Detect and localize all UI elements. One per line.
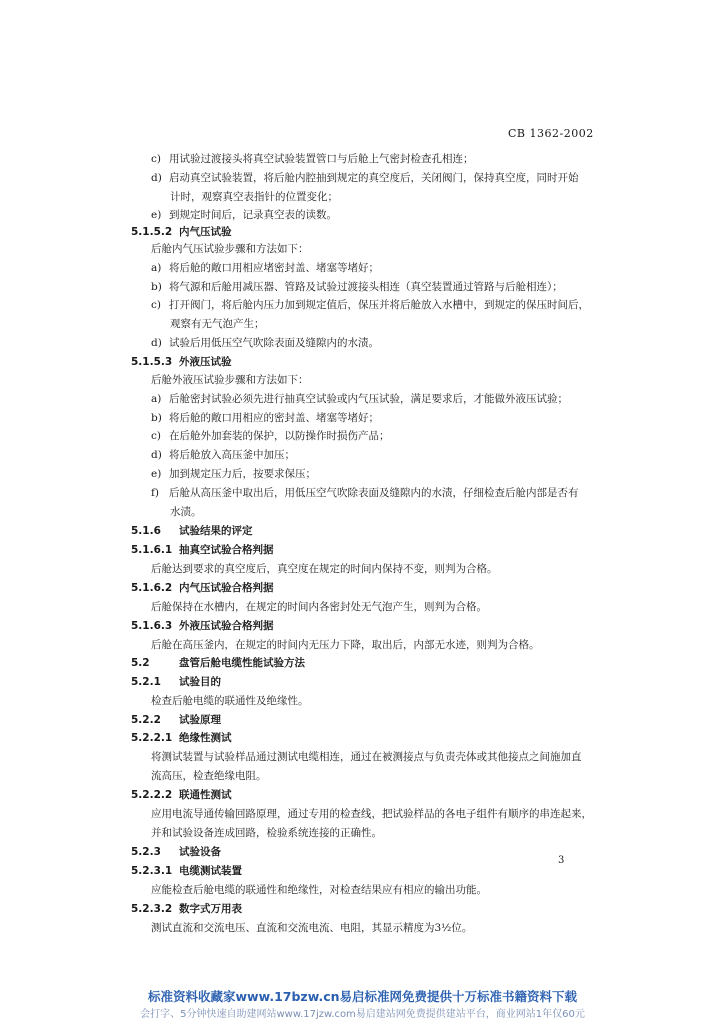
section-heading (131, 845, 221, 859)
line-text: 启动真空试验装置，将后舱内腔抽到规定的真空度后，关闭阀门，保持真空度，同时开始 (169, 172, 579, 184)
text-line (151, 883, 487, 897)
footer-watermark-line2: 会打字、5分钟快速自助建网站www.17jzw.com易启建站网免费提供建站平台，商业网站1年仅60元 (140, 1009, 585, 1020)
text-line (151, 373, 309, 387)
text-line (151, 467, 316, 481)
section-number: 5.2.1 (131, 676, 161, 688)
list-marker: a) (151, 262, 162, 274)
line-text: 将后舱放入高压釜中加压； (169, 449, 295, 461)
line-text: 将气源和后舱用减压器、管路及试验过渡接头相连（真空装置通过管路与后舱相连）； (169, 281, 563, 293)
line-text: 检查后舱电缆的联通性及绝缘性。 (151, 695, 309, 707)
line-text: 后舱内气压试验步骤和方法如下： (151, 243, 309, 255)
line-text: 用试验过渡接头将真空试验装置管口与后舱上气密封检查孔相连； (169, 153, 474, 165)
section-number: 5.2.3 (131, 846, 161, 858)
text-line (151, 171, 579, 185)
line-text: 流高压，检查绝缘电阻。 (151, 770, 267, 782)
section-heading (131, 543, 274, 557)
line-text: 抽真空试验合格判据 (179, 544, 274, 556)
section-heading (131, 355, 232, 369)
line-text: 打开阀门，将后舱内压力加到规定值后，保压并将后舱放入水槽中，到规定的保压时间后， (169, 299, 589, 311)
line-text: 后舱达到要求的真空度后，真空度在规定的时间内保持不变，则判为合格。 (151, 563, 498, 575)
line-text: 联通性测试 (179, 789, 232, 801)
text-line (151, 486, 579, 500)
line-text: 将后舱的敞口用相应堵密封盖、堵塞等堵好； (169, 262, 379, 274)
list-marker: f) (151, 487, 159, 499)
line-text: 计时，观察真空表指针的位置变化； (170, 191, 338, 203)
line-text: 内气压试验 (179, 226, 232, 238)
text-line (151, 921, 472, 935)
line-text: 后舱保持在水槽内，在规定的时间内各密封处无气泡产生，则判为合格。 (151, 601, 487, 613)
section-heading (131, 864, 242, 878)
line-text: 后舱密封试验必须先进行抽真空试验或内气压试验，满足要求后，才能做外液压试验； (169, 393, 568, 405)
list-marker: c) (151, 299, 161, 311)
section-number: 5.2 (131, 657, 150, 669)
text-line (151, 769, 267, 783)
standard-code: CB 1362-2002 (508, 127, 594, 140)
line-text: 试验设备 (179, 846, 221, 858)
list-marker: c) (151, 153, 161, 165)
section-heading (131, 225, 232, 239)
footer-watermark-line1: 标准资料收藏家www.17bzw.cn易启标准网免费提供十万标准书籍资料下载 (147, 989, 578, 1004)
section-number: 5.2.2.1 (131, 732, 173, 744)
line-text: 后舱从高压釜中取出后，用低压空气吹除表面及缝隙内的水渍，仔细检查后舱内部是否有 (169, 487, 579, 499)
section-number: 5.1.6.3 (131, 620, 173, 632)
section-number: 5.1.6.1 (131, 544, 173, 556)
text-line (151, 336, 379, 350)
line-text: 盘管后舱电缆性能试验方法 (179, 657, 305, 669)
page-number: 3 (558, 855, 565, 866)
text-line (151, 600, 487, 614)
line-text: 将后舱的敞口用相应的密封盖、堵塞等堵好； (169, 412, 379, 424)
section-number: 5.2.2.2 (131, 789, 173, 801)
text-line (151, 280, 563, 294)
line-text: 观察有无气泡产生； (170, 318, 265, 330)
text-line (151, 208, 337, 222)
section-heading (131, 731, 232, 745)
line-text: 测试直流和交流电压、直流和交流电流、电阻，其显示精度为3½位。 (151, 922, 473, 934)
line-text: 试验原理 (179, 714, 221, 726)
section-number: 5.1.6 (131, 525, 161, 537)
line-text: 绝缘性测试 (179, 732, 232, 744)
list-marker: b) (151, 412, 162, 424)
list-marker: c) (151, 430, 161, 442)
text-line (151, 562, 498, 576)
line-text: 在后舱外加套装的保护，以防操作时损伤产品； (169, 430, 390, 442)
line-text: 水渍。 (170, 506, 202, 518)
list-marker: d) (151, 449, 162, 461)
line-text: 电缆测试装置 (179, 865, 242, 877)
text-line (151, 152, 474, 166)
section-number: 5.1.5.3 (131, 356, 173, 368)
section-number: 5.2.2 (131, 714, 161, 726)
line-text: 外液压试验 (179, 356, 232, 368)
line-text: 内气压试验合格判据 (179, 582, 274, 594)
line-text: 数字式万用表 (179, 903, 242, 915)
line-text: 外液压试验合格判据 (179, 620, 274, 632)
line-text: 后舱外液压试验步骤和方法如下： (151, 374, 309, 386)
list-marker: d) (151, 172, 162, 184)
line-text: 应能检查后舱电缆的联通性和绝缘性，对检查结果应有相应的输出功能。 (151, 884, 487, 896)
list-marker: b) (151, 281, 162, 293)
text-line (151, 750, 582, 764)
section-heading (131, 788, 232, 802)
list-marker: e) (151, 209, 162, 221)
line-text: 应用电流导通传输回路原理，通过专用的检查线，把试验样品的各电子组件有顺序的串连起来， (151, 808, 592, 820)
line-text: 加到规定压力后，按要求保压； (169, 468, 316, 480)
section-heading (131, 713, 221, 727)
line-text: 将测试装置与试验样品通过测试电缆相连，通过在被测接点与负责壳体或其他接点之间施加直 (151, 751, 582, 763)
section-number: 5.2.3.1 (131, 865, 173, 877)
line-text: 试验结果的评定 (179, 525, 253, 537)
text-line (151, 242, 309, 256)
section-heading (131, 581, 274, 595)
text-line (151, 826, 382, 840)
section-heading (131, 656, 305, 670)
text-line (151, 638, 540, 652)
list-marker: e) (151, 468, 162, 480)
text-line (151, 807, 592, 821)
text-line (151, 694, 309, 708)
line-text: 试验后用低压空气吹除表面及缝隙内的水渍。 (169, 337, 379, 349)
list-marker: d) (151, 337, 162, 349)
section-number: 5.1.6.2 (131, 582, 173, 594)
line-text: 并和试验设备连成回路，检验系统连接的正确性。 (151, 827, 382, 839)
section-heading (131, 524, 253, 538)
text-line (151, 261, 379, 275)
text-line (151, 411, 379, 425)
text-line (170, 505, 202, 519)
text-line (151, 298, 589, 312)
section-heading (131, 619, 274, 633)
section-number: 5.1.5.2 (131, 226, 173, 238)
line-text: 试验目的 (179, 676, 221, 688)
text-line (151, 429, 390, 443)
text-line (151, 448, 295, 462)
text-line (170, 190, 338, 204)
text-line (151, 392, 568, 406)
section-heading (131, 902, 242, 916)
list-marker: a) (151, 393, 162, 405)
text-line (170, 317, 265, 331)
line-text: 到规定时间后，记录真空表的读数。 (169, 209, 337, 221)
section-heading (131, 675, 221, 689)
section-number: 5.2.3.2 (131, 903, 173, 915)
line-text: 后舱在高压釜内，在规定的时间内无压力下降，取出后，内部无水迹，则判为合格。 (151, 639, 540, 651)
